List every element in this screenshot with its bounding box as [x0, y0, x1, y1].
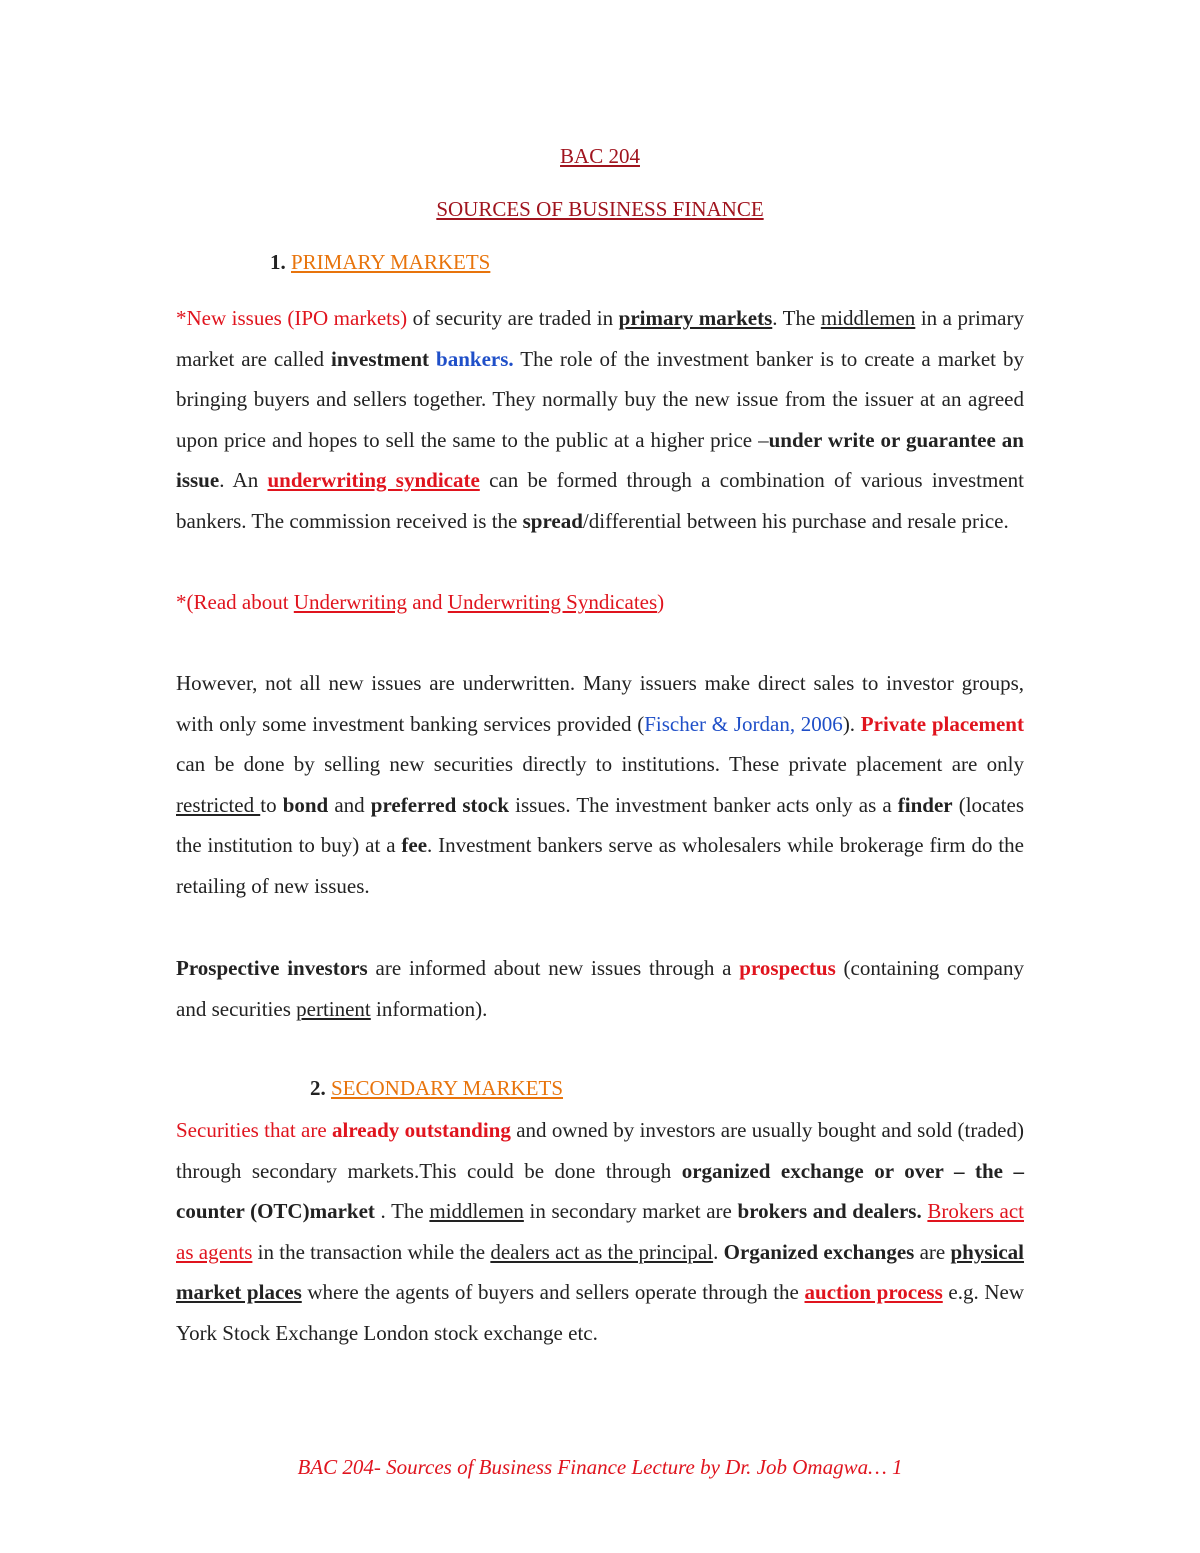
p1-span: investment: [331, 346, 430, 371]
p1-span: bankers.: [436, 346, 514, 371]
p1-span: . The: [772, 306, 821, 330]
s2-span: organized exchange or over – the – counter (OTC)market: [176, 1158, 1024, 1224]
p2-span: to: [260, 792, 283, 817]
section-1-heading: [270, 250, 490, 275]
p2-span: bond: [282, 792, 329, 817]
p2-span: However, not all new issues are underwritten. Many issuers make direct sales to investor groups, with only some investment banking services provided (: [176, 671, 1024, 736]
citation-link[interactable]: Fischer & Jordan, 2006: [644, 711, 843, 736]
note-span: *(Read about: [176, 590, 294, 614]
p3-span: (containing company and securities: [176, 956, 1024, 1021]
s2-span: e.g. New York Stock Exchange London stock exchange etc.: [176, 1280, 1024, 1345]
underwriting-syndicates-link[interactable]: Underwriting Syndicates: [447, 590, 658, 614]
s2-span: .: [713, 1239, 724, 1264]
section-2-heading-text: SECONDARY MARKETS: [331, 1076, 564, 1100]
s2-span: . The: [374, 1199, 430, 1224]
s2-span: where the agents of buyers and sellers operate through the: [301, 1280, 805, 1305]
p3-span: are informed about new issues through a: [367, 956, 740, 980]
p1-span: /differential between his purchase and resale price.: [582, 508, 1009, 533]
s2-span: in secondary market are: [523, 1199, 738, 1224]
p1-span: can be formed through a combination of various investment bankers. The commission received is the: [176, 468, 1024, 533]
s2-span: Brokers act as agents: [176, 1199, 1024, 1264]
p1-span: The role of the investment banker is to create a market by bringing buyers and sellers together. They normally buy the new issue from the issuer at an agreed upon price and hopes to sell the same to the public at a higher price –: [176, 346, 1024, 452]
section-1-number: 1.: [270, 250, 286, 274]
p2-span: Private placement: [860, 711, 1024, 736]
section-1-heading-text: PRIMARY MARKETS: [291, 250, 491, 274]
p2-span: fee: [401, 833, 428, 858]
p2-span: . Investment bankers serve as wholesalers while brokerage firm do the retailing of new issues.: [176, 833, 1024, 898]
secondary-markets-paragraph: [176, 1110, 1024, 1354]
s2-span: Organized exchanges: [723, 1239, 915, 1264]
p1-span: of security are traded in: [407, 306, 619, 330]
p1-span: [429, 347, 436, 371]
p2-span: finder: [897, 792, 953, 817]
note-span: ): [657, 590, 665, 614]
s2-span: middlemen: [429, 1199, 524, 1224]
p1-span: underwriting syndicate: [267, 468, 480, 493]
read-about-note: [176, 582, 1024, 623]
s2-span: in the transaction while the: [252, 1239, 491, 1264]
private-placement-paragraph: [176, 663, 1024, 907]
primary-markets-paragraph: [176, 298, 1024, 542]
s2-span: auction process: [804, 1280, 943, 1305]
p1-span: under write or guarantee an issue: [176, 427, 1024, 493]
p1-span: in a primary market are called: [176, 306, 1024, 371]
s2-span: and owned by investors are usually bought and sold (traded) through secondary markets.This could be done through: [176, 1118, 1024, 1183]
s2-span: Securities that are: [176, 1118, 333, 1142]
p3-span: Prospective investors: [176, 956, 368, 980]
p2-span: can be done by selling new securities directly to institutions. These private placement are only: [176, 752, 1024, 777]
p2-span: restricted: [176, 792, 261, 817]
course-code-title: BAC 204: [560, 144, 640, 168]
page-footer: BAC 204- Sources of Business Finance Lecture by Dr. Job Omagwa… 1: [297, 1455, 903, 1479]
p3-span: information).: [370, 996, 488, 1021]
p2-span: ).: [842, 711, 861, 736]
p2-span: (locates the institution to buy) at a: [176, 792, 1025, 858]
p3-span: prospectus: [739, 956, 836, 980]
s2-span: dealers act as the principal: [490, 1239, 714, 1264]
p1-span: *New issues (IPO markets): [176, 306, 408, 330]
note-span: and: [406, 590, 448, 614]
p1-span: spread: [522, 508, 583, 533]
prospectus-paragraph: [176, 948, 1024, 1029]
s2-span: brokers and dealers.: [737, 1199, 922, 1224]
document-title: SOURCES OF BUSINESS FINANCE: [436, 197, 764, 221]
p2-span: preferred stock: [370, 792, 510, 817]
s2-span: are: [914, 1239, 951, 1264]
p2-span: issues. The investment banker acts only as a: [509, 792, 898, 817]
underwriting-link[interactable]: Underwriting: [293, 590, 407, 614]
p1-span: . An: [219, 468, 268, 493]
p2-span: and: [328, 792, 371, 817]
section-2-number: 2.: [310, 1076, 326, 1100]
p3-span: pertinent: [296, 996, 371, 1021]
p1-span: primary markets: [618, 306, 773, 330]
section-2-heading: [310, 1076, 563, 1101]
p1-span: middlemen: [820, 306, 916, 330]
s2-span: physical market places: [176, 1239, 1025, 1305]
s2-span: already outstanding: [332, 1118, 511, 1142]
